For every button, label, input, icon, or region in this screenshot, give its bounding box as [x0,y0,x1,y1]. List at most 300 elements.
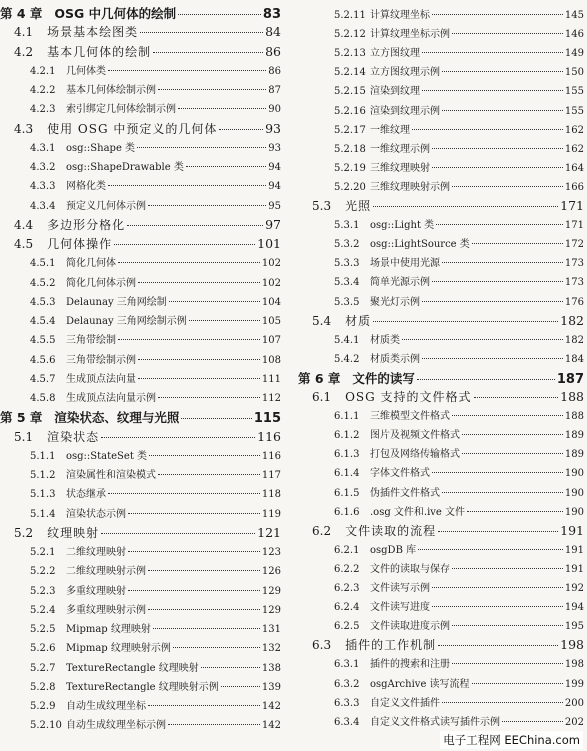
toc-entry-sub [298,25,584,40]
toc-entry-section [298,312,584,329]
page-number: 149 [564,48,584,60]
page-number: 182 [560,312,584,328]
entry-number: 5.2.9 [30,701,56,712]
toc-entry-sub [298,293,584,308]
dot-leader [108,185,266,186]
entry-number: 4.5.7 [30,373,56,385]
entry-number: 5.1.4 [30,508,56,520]
toc-entry-sub [298,254,584,269]
toc-entry-section [0,428,281,445]
entry-title: Mipmap 纹理映射示例 [66,643,171,655]
entry-number: 4.5.2 [30,277,56,289]
toc-entry-sub [298,102,584,117]
entry-title: 文件的读取与保存 [370,563,450,575]
entry-title: 三角带绘制示例 [66,354,136,366]
dot-leader [219,129,263,130]
entry-number: 5.2.14 [334,67,366,79]
entry-title: 插件的工作机制 [345,638,437,653]
dot-leader [452,568,563,569]
page-number: 115 [253,411,281,427]
entry-title: 一维纹理 [370,124,410,136]
entry-title: 自动生成纹理坐标示例 [66,720,166,732]
toc-entry-sub [298,464,584,479]
page-number: 142 [261,701,281,712]
page-number: 188 [564,411,584,423]
entry-title: 一维纹理示例 [370,143,430,155]
dot-leader [502,721,563,722]
dot-leader [467,511,563,512]
entry-number: 4.3 [14,121,34,136]
dot-leader [148,205,266,206]
entry-title: 三维纹理映射示例 [370,181,450,193]
entry-title: 三维纹理映射 [370,162,430,174]
toc-entry-sub [0,177,281,192]
toc-entry-sub [0,158,281,173]
dot-leader [452,415,563,416]
page-number: 102 [261,277,281,289]
page-number: 155 [564,86,584,98]
page-number: 190 [564,487,584,499]
dot-leader [462,453,563,454]
entry-title: 计算纹理坐标 [370,10,430,21]
page-number: 173 [564,277,584,289]
entry-number: 6.2.4 [334,602,360,614]
dot-leader [472,683,563,684]
page-number: 94 [268,181,281,193]
entry-number: 5.2.3 [30,585,56,597]
page-number: 146 [564,29,584,41]
entry-number: 5.4 [312,313,332,328]
page-number: 190 [564,468,584,480]
entry-number: 5.2.16 [334,105,366,117]
entry-number: 5.1.1 [30,450,56,462]
entry-number: 4.3.3 [30,181,56,193]
entry-title: 索引绑定几何体绘制示例 [66,104,176,116]
toc-entry-sub [298,82,584,97]
entry-title: 文件读取进度示例 [370,621,450,633]
dot-leader [189,320,260,321]
page-number: 131 [261,624,281,635]
entry-number: 4.3.1 [30,142,56,154]
dot-leader [138,359,260,360]
entry-title: TextureRectangle 纹理映射 [66,662,199,674]
dot-leader [178,14,261,15]
dot-leader [442,702,563,703]
entry-title: 文件读写示例 [370,583,430,594]
toc-entry-sub [0,543,281,558]
entry-number: 4.5 [14,237,34,251]
dot-leader [373,321,558,322]
entry-title: 光照 [345,199,372,213]
dot-leader [402,339,563,340]
page-number: 121 [257,524,281,540]
toc-entry-sub [298,694,584,709]
entry-number: 5.3.1 [334,220,360,232]
entry-number: 5.2.18 [334,143,366,155]
entry-title: osg::ShapeDrawable 类 [66,162,184,173]
dot-leader [181,418,251,419]
entry-number: 5.2.15 [334,86,366,98]
entry-title: 网格化类 [66,181,106,193]
dot-leader [149,455,260,456]
page-number: 93 [268,142,281,154]
page-number: 195 [564,621,584,633]
entry-title: 生成顶点法向量 [66,373,136,385]
toc-entry-sub [0,659,281,674]
toc-entry-sub [0,81,281,96]
entry-title: 多重纹理映射 [66,585,126,597]
entry-number: 5.4.2 [334,353,360,365]
entry-number: 6.1.6 [334,506,360,518]
entry-title: 基本几何体绘制示例 [66,85,156,96]
toc-entry-sub [0,62,281,77]
entry-number: 4.5.4 [30,316,56,327]
entry-number: 5.2.4 [30,604,56,616]
entry-title: 二维纹理映射示例 [66,566,146,578]
toc-entry-sub [0,293,281,308]
dot-leader [138,378,260,379]
entry-number: 5.2.5 [30,624,56,635]
dot-leader [221,686,260,687]
page-number: 83 [262,7,281,22]
entry-title: 场景中使用光源 [370,258,440,270]
entry-title: 立方图纹理 [370,48,420,60]
toc-entry-sub [0,331,281,346]
dot-leader [438,531,558,532]
dot-leader [173,647,260,648]
entry-title: 自定义文件格式读写插件示例 [370,716,500,728]
entry-number: 6.3.1 [334,659,360,671]
page-number: 166 [564,181,584,193]
dot-leader [432,148,563,149]
toc-entry-section [0,524,281,541]
toc-entry-sub [298,178,584,193]
entry-title: 三维模型文件格式 [370,411,450,423]
toc-entry-chapter [298,369,584,387]
toc-entry-section [0,216,281,233]
dot-leader [452,625,563,626]
page-number: 198 [564,659,584,671]
toc-entry-sub [0,274,281,289]
entry-number: 4.5.5 [30,335,56,347]
dot-leader [442,262,563,263]
dot-leader [452,33,563,34]
entry-title: 渲染到纹理示例 [370,105,440,117]
page-number: 86 [265,43,281,59]
entry-title: osg::StateSet 类 [66,450,148,462]
entry-number: 4.3.4 [30,200,56,212]
toc-entry-section [0,23,281,40]
entry-title: Mipmap 纹理映射 [66,624,151,635]
entry-title: 纹理映射 [47,525,100,540]
entry-number: 5.3.4 [334,277,360,289]
dot-leader [422,301,563,302]
page-number: 194 [564,602,584,614]
dot-leader [432,606,563,607]
toc-entry-sub [0,505,281,520]
entry-number: 6.2.3 [334,583,360,594]
entry-title: 文件的读写 [352,370,415,386]
page-number: 172 [564,239,584,251]
page-number: 90 [268,104,281,116]
page-number: 164 [564,162,584,174]
entry-title: 渲染到纹理 [370,86,420,98]
toc-entry-sub [0,370,281,385]
entry-title: 多边形分格化 [47,217,126,232]
dot-leader [452,186,563,187]
entry-number: 5.2.13 [334,48,366,60]
dot-leader [432,167,563,168]
dot-leader [422,52,563,53]
page-number: 116 [257,428,281,444]
entry-number: 5.2.11 [334,10,366,21]
entry-number: 第 5 章 [0,410,43,426]
dot-leader [118,339,260,340]
toc-entry-section [298,522,584,539]
entry-number: 5.3.5 [334,296,360,308]
page-number: 119 [261,508,281,520]
entry-title: 场景基本绘图类 [47,25,139,40]
entry-number: 5.1 [14,429,34,444]
dot-leader [442,71,563,72]
entry-title: 聚光灯示例 [370,296,420,308]
entry-number: 6.1.3 [334,449,360,461]
dot-leader [178,108,266,109]
entry-title: 图片及视频文件格式 [370,430,460,442]
toc-entry-section [0,120,281,137]
page-number: 191 [564,563,584,575]
entry-title: 材质 [345,313,372,328]
page-number: 111 [261,373,281,385]
entry-number: 5.2.10 [30,720,62,732]
entry-number: 5.3.3 [334,258,360,270]
entry-title: 渲染状态、纹理与光照 [54,410,180,426]
page-number: 200 [564,697,584,709]
page-number: 187 [556,371,584,387]
entry-number: 6.2.5 [334,621,360,633]
page-number: 97 [265,216,281,232]
entry-number: 4.3.2 [30,162,56,173]
page-number: 145 [564,10,584,21]
entry-number: 5.2.1 [30,547,56,558]
page-number: 173 [564,258,584,270]
entry-title: 几何体操作 [47,237,113,251]
toc-entry-sub [298,426,584,441]
entry-title: osg::Light 类 [370,220,435,232]
entry-title: osgDB 库 [370,544,417,556]
page-number: 189 [564,449,584,461]
entry-number: 6.3.2 [334,678,360,690]
page-number: 94 [268,162,281,173]
dot-leader [412,129,563,130]
entry-title: 文件读取的流程 [345,523,437,538]
toc-entry-sub [0,351,281,366]
entry-number: 4.5.3 [30,296,56,308]
entry-title: TextureRectangle 纹理映射示例 [66,681,219,693]
entry-number: 5.2.2 [30,566,56,578]
entry-number: 6.3.4 [334,716,360,728]
toc-entry-section [298,388,584,405]
page-number: 202 [564,716,584,728]
page-number: 191 [560,522,584,538]
entry-number: 6.1.2 [334,430,360,442]
entry-title: 打包及网络传输格式 [370,449,460,461]
dot-leader [118,262,260,263]
dot-leader [422,90,563,91]
toc-entry-sub [0,582,281,597]
toc-entry-sub [0,697,281,712]
entry-title: 插件的搜索和注册 [370,659,450,671]
entry-number: 6.2.2 [334,563,360,575]
entry-number: 4.2.1 [30,65,56,77]
page-number: 126 [261,566,281,578]
page-number: 84 [265,24,281,40]
toc-entry-sub [298,675,584,690]
page-number: 184 [564,353,584,365]
entry-title: 自动生成纹理坐标 [66,701,146,712]
entry-title: 简化几何体 [66,258,116,270]
toc-entry-sub [298,617,584,632]
entry-title: .osg 文件和.ive 文件 [370,506,466,518]
dot-leader [128,590,260,591]
toc-entry-sub [0,639,281,654]
page-number: 118 [261,489,281,501]
toc-entry-sub [0,678,281,693]
dot-leader [432,281,563,282]
page-number: 138 [261,662,281,674]
page-number: 171 [560,198,584,213]
entry-title: 渲染属性和渲染模式 [66,470,156,481]
toc-entry-chapter [0,4,281,22]
toc-entry-sub [298,44,584,59]
dot-leader [168,724,260,725]
entry-title: 文件读写进度 [370,602,430,614]
entry-number: 第 4 章 [0,6,43,21]
toc-entry-sub [0,620,281,635]
dot-leader [472,243,563,244]
entry-number: 6.2 [312,523,332,538]
toc-entry-sub [0,254,281,269]
page-number: 117 [261,470,281,481]
toc-entry-sub [298,484,584,499]
entry-number: 4.4 [14,217,34,232]
dot-leader [462,434,563,435]
page-number: 189 [564,430,584,442]
page-number: 139 [261,681,281,693]
entry-number: 4.2.2 [30,85,56,96]
entry-number: 4.5.8 [30,393,56,404]
dot-leader [186,166,266,167]
entry-number: 5.2.17 [334,124,366,136]
page-number: 102 [261,258,281,270]
page-number: 101 [257,236,281,251]
dot-leader [158,89,266,90]
entry-title: 简化几何体示例 [66,277,136,289]
entry-number: 5.3.2 [334,239,360,251]
toc-entry-sub [298,331,584,346]
dot-leader [158,474,260,475]
entry-number: 第 6 章 [298,370,341,386]
page-number: 198 [560,637,584,653]
watermark: 电子工程网 EEChina.com [440,731,583,749]
entry-title: 使用 OSG 中预定义的几何体 [47,121,218,136]
page-number: 104 [261,296,281,308]
toc-entry-sub [298,350,584,365]
entry-number: 6.1 [312,390,332,404]
page-number: 123 [261,547,281,558]
page-number: 129 [261,604,281,616]
dot-leader [127,225,263,226]
dot-leader [422,358,563,359]
entry-title: osg::LightSource 类 [370,239,470,251]
entry-title: osgArchive 读写流程 [370,678,470,690]
toc-entry-sub [298,273,584,288]
toc-entry-sub [298,713,584,728]
entry-title: OSG 支持的文件格式 [345,390,472,404]
entry-title: 渲染状态示例 [66,508,126,520]
dot-leader [201,667,260,668]
toc-entry-sub [0,447,281,462]
entry-number: 4.5.1 [30,258,56,270]
dot-leader [148,609,260,610]
entry-number: 6.1.1 [334,411,360,423]
toc-entry-sub [298,63,584,78]
dot-leader [432,587,563,588]
page-number: 116 [261,450,281,462]
page-number: 93 [265,120,281,136]
dot-leader [436,224,563,225]
entry-title: osg::Shape 类 [66,142,136,154]
dot-leader [138,282,260,283]
toc-entry-chapter [0,408,281,426]
page-number: 87 [268,85,281,96]
entry-number: 5.4.1 [334,334,360,346]
entry-number: 4.5.6 [30,354,56,366]
toc-entry-sub [298,560,584,575]
page-number: 108 [261,354,281,366]
entry-number: 4.2.3 [30,104,56,116]
entry-number: 5.2.7 [30,662,56,674]
page-number: 155 [564,105,584,117]
toc-entry-sub [298,6,584,21]
entry-number: 5.2.6 [30,643,56,655]
page-number: 107 [261,335,281,347]
toc-entry-sub [298,503,584,518]
dot-leader [452,663,563,664]
entry-title: 简单光源示例 [370,277,430,289]
dot-leader [128,513,260,514]
page-number: 132 [261,643,281,655]
entry-number: 6.2.1 [334,544,360,556]
page-number: 188 [560,389,584,404]
toc-entry-sub [298,407,584,422]
entry-title: 渲染状态 [47,429,100,444]
toc-entry-section [0,235,281,252]
entry-title: 多重纹理映射示例 [66,604,146,616]
page-number: 162 [564,143,584,155]
entry-number: 5.1.3 [30,489,56,501]
dot-leader [432,472,563,473]
page-number: 95 [268,200,281,212]
dot-leader [417,379,555,380]
toc-entry-section [0,43,281,60]
dot-leader [432,14,563,15]
page-number: 129 [261,585,281,597]
toc-entry-sub [0,100,281,115]
entry-title: 计算纹理坐标示例 [370,29,450,41]
entry-title: 立方图纹理示例 [370,67,440,79]
entry-number: 6.1.5 [334,487,360,499]
